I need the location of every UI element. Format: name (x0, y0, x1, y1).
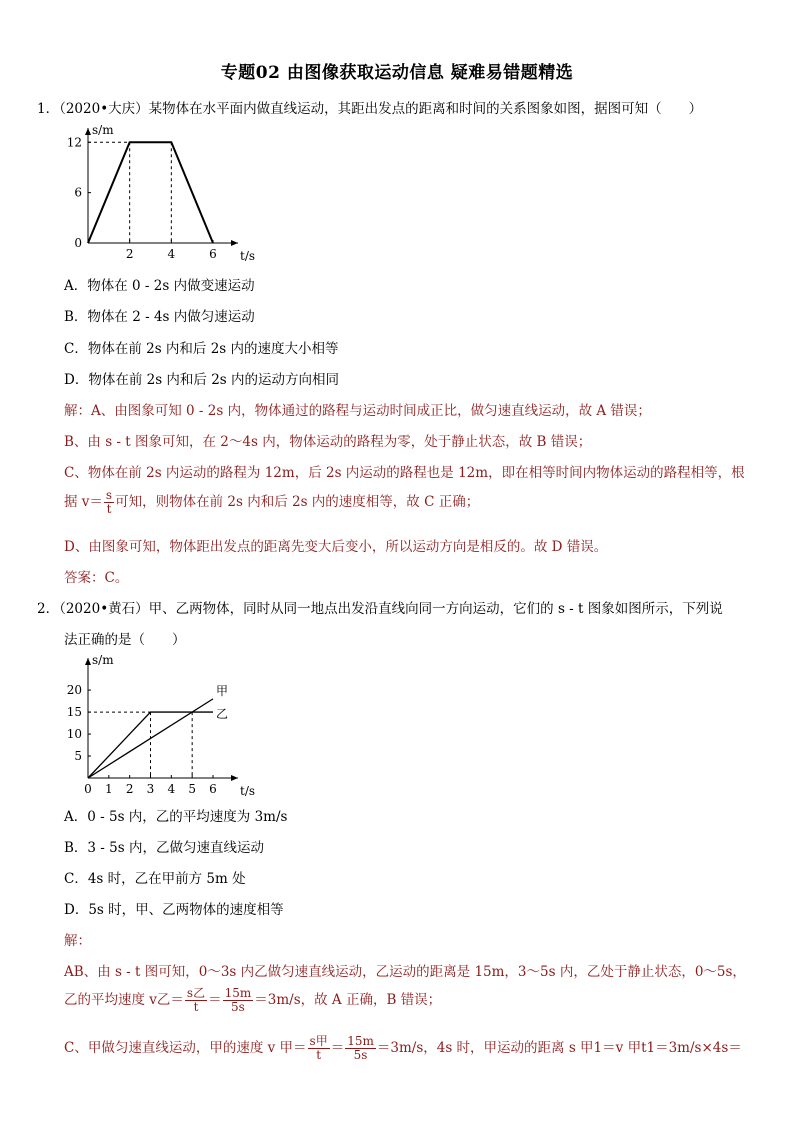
fraction-denominator: t (193, 1000, 199, 1015)
q1-option-c: C．物体在前 2s 内和后 2s 内的速度大小相等 (64, 341, 339, 357)
fraction-1 (185, 987, 207, 1014)
fraction-denominator: t (316, 1048, 322, 1063)
q1-solution-d: D、由图象可知，物体距出发点的距离先变大后变小，所以运动方向是相反的。故 D 错误。 (64, 539, 608, 555)
y-axis-label: s/m (92, 653, 114, 667)
fraction-numerator: 15m (224, 986, 252, 1000)
q2-solution-head: 解： (64, 933, 91, 949)
y-tick-label: 6 (74, 185, 82, 200)
fraction-numerator: s甲 (309, 1034, 328, 1048)
y-axis-arrow (85, 128, 91, 135)
x-axis-label: t/s (240, 784, 256, 798)
x-tick-label: 2 (125, 782, 134, 796)
q2-solution-c-formula (64, 1035, 742, 1062)
x-tick-label: 4 (167, 782, 176, 796)
y-tick-label: 15 (66, 705, 82, 720)
x-tick-label: 6 (209, 247, 217, 261)
fraction-denominator: t (106, 502, 112, 517)
x-tick-label: 4 (167, 247, 176, 261)
q1-solution-a: 解：A、由图象可知 0 - 2s 内，物体通过的路程与运动时间成正比，做匀速直线运动，故 A 错误； (64, 403, 651, 419)
q1-option-b: B．物体在 2 - 4s 内做匀速运动 (64, 309, 255, 325)
q1-solution-b: B、由 s - t 图象可知，在 2～4s 内，物体运动的路程为零，处于静止状态，故 B 错误； (64, 434, 592, 450)
fraction-denominator: 5s (353, 1048, 368, 1063)
fraction-numerator: s乙 (186, 986, 206, 1000)
q1-stem: 1．（2020•大庆）某物体在水平面内做直线运动，其距出发点的距离和时间的关系图象如图，据图可知（ ） (37, 101, 703, 117)
formula-suffix: ＝3m/s，故 A 正确，B 错误； (254, 992, 442, 1009)
fraction-numerator: 15m (347, 1034, 374, 1048)
x-axis-arrow (231, 240, 238, 246)
q1-answer: 答案：C。 (64, 570, 129, 586)
q2-stem-cont: 法正确的是（ ） (64, 632, 186, 648)
x-tick-label: 2 (125, 247, 134, 261)
y-axis-arrow (85, 658, 91, 665)
fraction-numerator: s (105, 488, 113, 502)
y-axis-label: s/m (92, 123, 114, 137)
q2-solution-ab-formula (64, 987, 441, 1014)
q1-solution-c: C、物体在前 2s 内运动的路程为 12m，后 2s 内运动的路程也是 12m，即在相等时间内物体运动的路程相等，根 (64, 465, 745, 481)
q1-option-d: D．物体在前 2s 内和后 2s 内的运动方向相同 (64, 372, 340, 388)
q2-option-c: C．4s 时，乙在甲前方 5m 处 (64, 871, 246, 887)
series-label-1: 甲 (216, 683, 229, 698)
formula-prefix: 据 v＝ (64, 494, 103, 511)
equals-sign: ＝ (330, 1040, 345, 1057)
formula-suffix: 可知，则物体在前 2s 内和后 2s 内的速度相等，故 C 正确； (115, 494, 480, 511)
fraction-denominator: 5s (231, 1000, 245, 1015)
velocity-fraction (104, 489, 114, 516)
equals-sign: ＝ (208, 992, 222, 1009)
fraction-2 (223, 987, 254, 1014)
formula-prefix: 乙的平均速度 v乙＝ (64, 992, 184, 1009)
y-tick-label: 12 (66, 135, 82, 150)
q2-option-d: D．5s 时，甲、乙两物体的速度相等 (64, 902, 284, 918)
series-label-2: 乙 (216, 707, 229, 722)
fraction-1 (308, 1035, 330, 1062)
x-tick-label: 1 (105, 782, 113, 796)
y-tick-label: 0 (74, 236, 82, 250)
formula-suffix: ＝3m/s，4s 时，甲运动的距离 s 甲1＝v 甲t1＝3m/s×4s＝ (376, 1040, 742, 1057)
y-tick-label: 5 (74, 749, 82, 764)
fraction-2 (345, 1035, 376, 1062)
formula-prefix: C、甲做匀速直线运动，甲的速度 v 甲＝ (64, 1040, 307, 1057)
x-tick-label: 3 (146, 782, 155, 796)
q2-chart (55, 650, 275, 800)
x-axis-arrow (231, 775, 238, 781)
series-line (88, 142, 213, 243)
q2-stem: 2．（2020•黄石）甲、乙两物体，同时从同一地点出发沿直线向同一方向运动，它们的 s - t 图象如图所示，下列说 (37, 601, 723, 617)
x-tick-label: 0 (84, 782, 92, 796)
q2-option-a: A．0 - 5s 内，乙的平均速度为 3m/s (64, 809, 288, 825)
page-title: 专题02 由图像获取运动信息 疑难易错题精选 (220, 63, 574, 83)
y-tick-label: 10 (66, 727, 82, 742)
q2-solution-ab: AB、由 s - t 图可知，0～3s 内乙做匀速直线运动，乙运动的距离是 15m，3～5s 内，乙处于静止状态，0～5s， (64, 964, 746, 980)
q1-option-a: A．物体在 0 - 2s 内做变速运动 (64, 278, 255, 294)
q2-option-b: B．3 - 5s 内，乙做匀速直线运动 (64, 840, 264, 856)
x-tick-label: 6 (209, 782, 217, 796)
q1-solution-c-formula (64, 489, 479, 516)
y-tick-label: 20 (66, 683, 82, 698)
x-tick-label: 5 (188, 782, 196, 796)
x-axis-label: t/s (240, 249, 256, 263)
q1-chart (55, 120, 275, 270)
